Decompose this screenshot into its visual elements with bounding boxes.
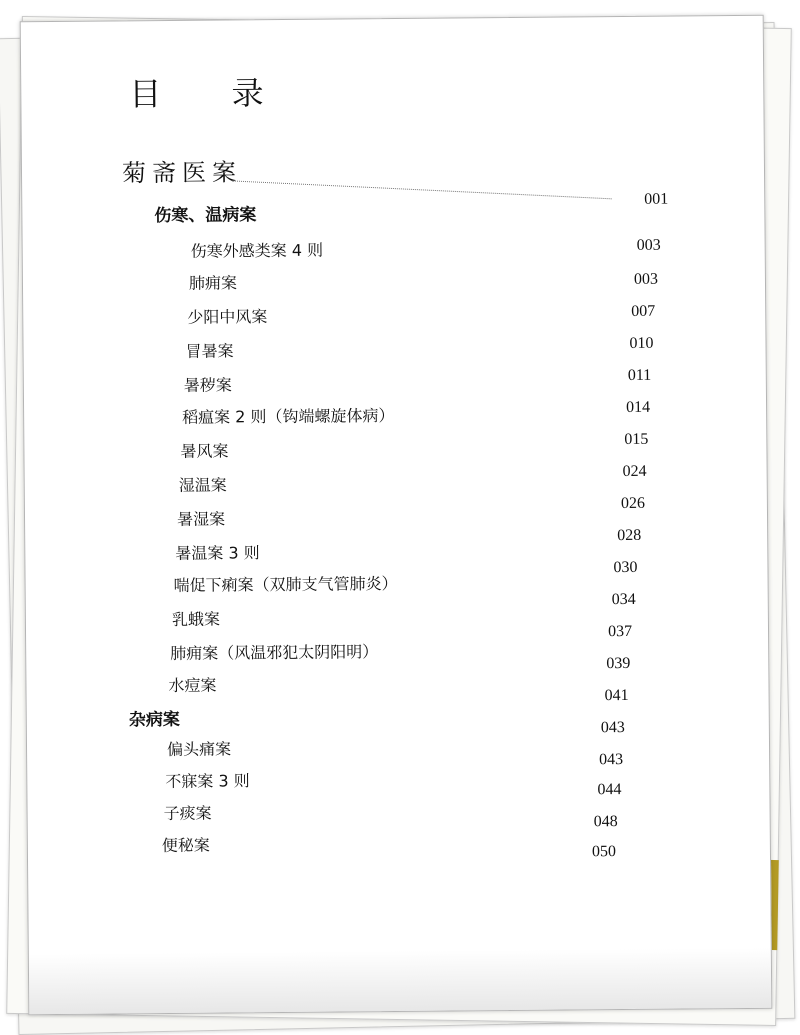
toc-page-number: 037 bbox=[607, 622, 633, 641]
toc-entry-title: 子痰案 bbox=[163, 803, 212, 824]
toc-entry-title: 暑温案 3 则 bbox=[175, 543, 260, 563]
toc-entry-title: 便秘案 bbox=[161, 835, 210, 856]
toc-page bbox=[20, 15, 773, 1015]
toc-entry-title: 偏头痛案 bbox=[166, 739, 232, 760]
toc-page-number: 003 bbox=[636, 236, 661, 254]
toc-page-number: 010 bbox=[629, 334, 654, 352]
toc-page-number: 050 bbox=[591, 843, 617, 861]
toc-page-number: 048 bbox=[593, 813, 618, 831]
toc-entry-title: 湿温案 bbox=[178, 475, 227, 495]
toc-entry-title: 暑风案 bbox=[180, 441, 229, 461]
toc-page-number: 024 bbox=[622, 462, 647, 481]
toc-page-number: 003 bbox=[633, 270, 659, 288]
toc-page-number: 011 bbox=[627, 366, 652, 384]
toc-entry-title: 杂病案 bbox=[128, 709, 180, 731]
toc-page-number: 028 bbox=[617, 526, 642, 545]
toc-page-number: 026 bbox=[620, 494, 645, 513]
toc-page-number: 043 bbox=[600, 719, 625, 737]
toc-page-number: 039 bbox=[606, 654, 631, 673]
toc-page-number: 014 bbox=[625, 398, 651, 416]
section-heading: 菊斋医案 bbox=[121, 158, 243, 188]
toc-entry-title: 冒暑案 bbox=[185, 341, 234, 361]
page-title: 目 录 bbox=[129, 73, 294, 114]
toc-page-number: 007 bbox=[631, 302, 656, 320]
toc-entry-title: 伤寒、温病案 bbox=[154, 205, 257, 227]
section-page-number: 001 bbox=[644, 190, 669, 208]
dotted-leader bbox=[232, 180, 612, 199]
toc-entry-title: 少阳中风案 bbox=[187, 307, 268, 327]
toc-entry-title: 肺痈案（风温邪犯太阴阳明） bbox=[170, 642, 379, 663]
toc-entry-title: 水痘案 bbox=[168, 675, 217, 695]
toc-entry-title: 伤寒外感类案 4 则 bbox=[190, 240, 324, 261]
toc-entry-title: 喘促下痢案（双肺支气管肺炎） bbox=[173, 573, 398, 595]
toc-entry-title: 乳蛾案 bbox=[171, 609, 220, 629]
toc-page-number: 034 bbox=[611, 590, 636, 609]
toc-page-number: 041 bbox=[604, 686, 629, 705]
toc-entry-title: 暑秽案 bbox=[183, 375, 232, 395]
toc-page-number: 043 bbox=[599, 751, 624, 769]
toc-entry-title: 暑湿案 bbox=[176, 509, 226, 529]
toc-page-number: 015 bbox=[624, 430, 649, 449]
toc-entry-title: 肺痈案 bbox=[188, 273, 238, 293]
toc-page-number: 030 bbox=[613, 558, 638, 577]
page-shadow bbox=[29, 948, 771, 1014]
toc-entry-title: 不寐案 3 则 bbox=[165, 771, 250, 792]
toc-entry-title: 稻瘟案 2 则（钩端螺旋体病） bbox=[182, 406, 395, 427]
toc-page-number: 044 bbox=[597, 781, 622, 799]
